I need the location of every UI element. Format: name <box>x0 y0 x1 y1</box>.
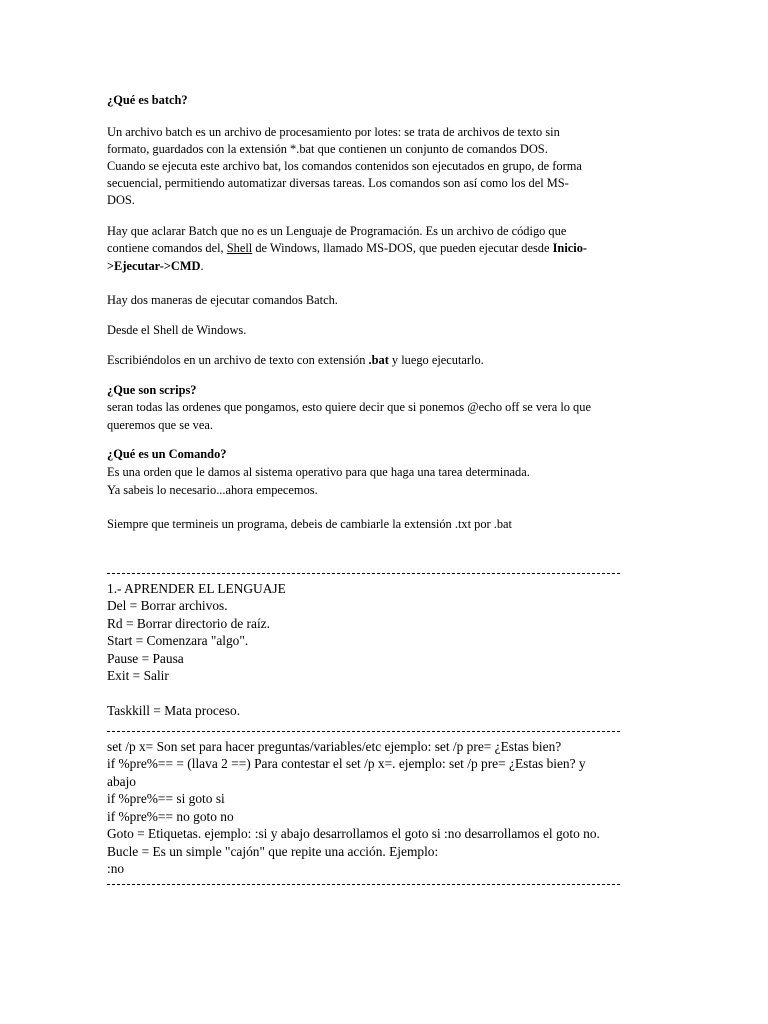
scrips-heading: ¿Que son scrips? <box>107 383 197 397</box>
write-way-after: y luego ejecutarlo. <box>388 353 484 367</box>
ejecutar-cmd-label: >Ejecutar->CMD <box>107 259 201 273</box>
inicio-label: Inicio- <box>552 241 588 255</box>
intro-line: secuencial, permitiendo automatizar diversas tareas. Los comandos son así como los del MS- <box>107 176 569 190</box>
command-item: Rd = Borrar directorio de raíz. <box>107 616 270 631</box>
section2-line: set /p x= Son set para hacer preguntas/variables/etc ejemplo: set /p pre= ¿Estas bien? <box>107 739 562 754</box>
taskkill-item: Taskkill = Mata proceso. <box>107 703 241 718</box>
title-heading: ¿Qué es batch? <box>107 93 188 107</box>
section1-heading: 1.- APRENDER EL LENGUAJE <box>107 581 286 596</box>
section2-line: if %pre%== si goto si <box>107 791 225 806</box>
intro-line: formato, guardados con la extensión *.bat que contienen un conjunto de comandos DOS. <box>107 142 548 156</box>
intro-line: Cuando se ejecuta este archivo bat, los comandos contenidos son ejecutados en grupo, de forma <box>107 159 582 173</box>
clarify-line: Hay que aclarar Batch que no es un Lenguaje de Programación. Es un archivo de código que <box>107 224 567 238</box>
command-item: Del = Borrar archivos. <box>107 598 228 613</box>
section2-line: abajo <box>107 774 136 789</box>
clarify-text: . <box>200 259 204 273</box>
section2-line: :no <box>107 861 125 876</box>
command-item: Start = Comenzara "algo". <box>107 633 249 648</box>
write-way-text <box>107 352 484 368</box>
intro-line: Un archivo batch es un archivo de procesamiento por lotes: se trata de archivos de texto sin <box>107 125 560 139</box>
section-divider <box>107 884 620 885</box>
section-divider <box>107 573 620 574</box>
comando-line: Es una orden que le damos al sistema operativo para que haga una tarea determinada. <box>107 465 530 479</box>
section-divider <box>107 731 620 732</box>
command-item: Pause = Pausa <box>107 651 184 666</box>
section2-line: if %pre%== no goto no <box>107 809 234 824</box>
two-ways-text: Hay dos maneras de ejecutar comandos Batch. <box>107 293 338 307</box>
scrips-line: seran todas las ordenes que pongamos, esto quiere decir que si ponemos @echo off se vera lo que <box>107 400 591 414</box>
siempre-text: Siempre que termineis un programa, debeis de cambiarle la extensión .txt por .bat <box>107 517 512 531</box>
scrips-line: queremos que se vea. <box>107 418 213 432</box>
comando-heading: ¿Qué es un Comando? <box>107 447 227 461</box>
section2-line: Bucle = Es un simple "cajón" que repite una acción. Ejemplo: <box>107 844 439 859</box>
clarify-text: de Windows, llamado MS-DOS, que pueden ejecutar desde <box>252 241 553 255</box>
clarify-line <box>107 240 587 256</box>
clarify-line <box>107 258 204 274</box>
comando-line: Ya sabeis lo necesario...ahora empecemos. <box>107 483 318 497</box>
write-way-before: Escribiéndolos en un archivo de texto con extensión <box>107 353 369 367</box>
section2-line: if %pre%== = (llava 2 ==) Para contestar el set /p x=. ejemplo: set /p pre= ¿Estas bien? y <box>107 756 586 771</box>
clarify-text: contiene comandos del, <box>107 241 227 255</box>
shell-link[interactable]: Shell <box>226 241 253 255</box>
bat-extension: .bat <box>368 353 389 367</box>
intro-line: DOS. <box>107 193 135 207</box>
section2-line: Goto = Etiquetas. ejemplo: :si y abajo desarrollamos el goto si :no desarrollamos el goto no. <box>107 826 600 841</box>
shell-way-text: Desde el Shell de Windows. <box>107 323 247 337</box>
command-item: Exit = Salir <box>107 668 169 683</box>
